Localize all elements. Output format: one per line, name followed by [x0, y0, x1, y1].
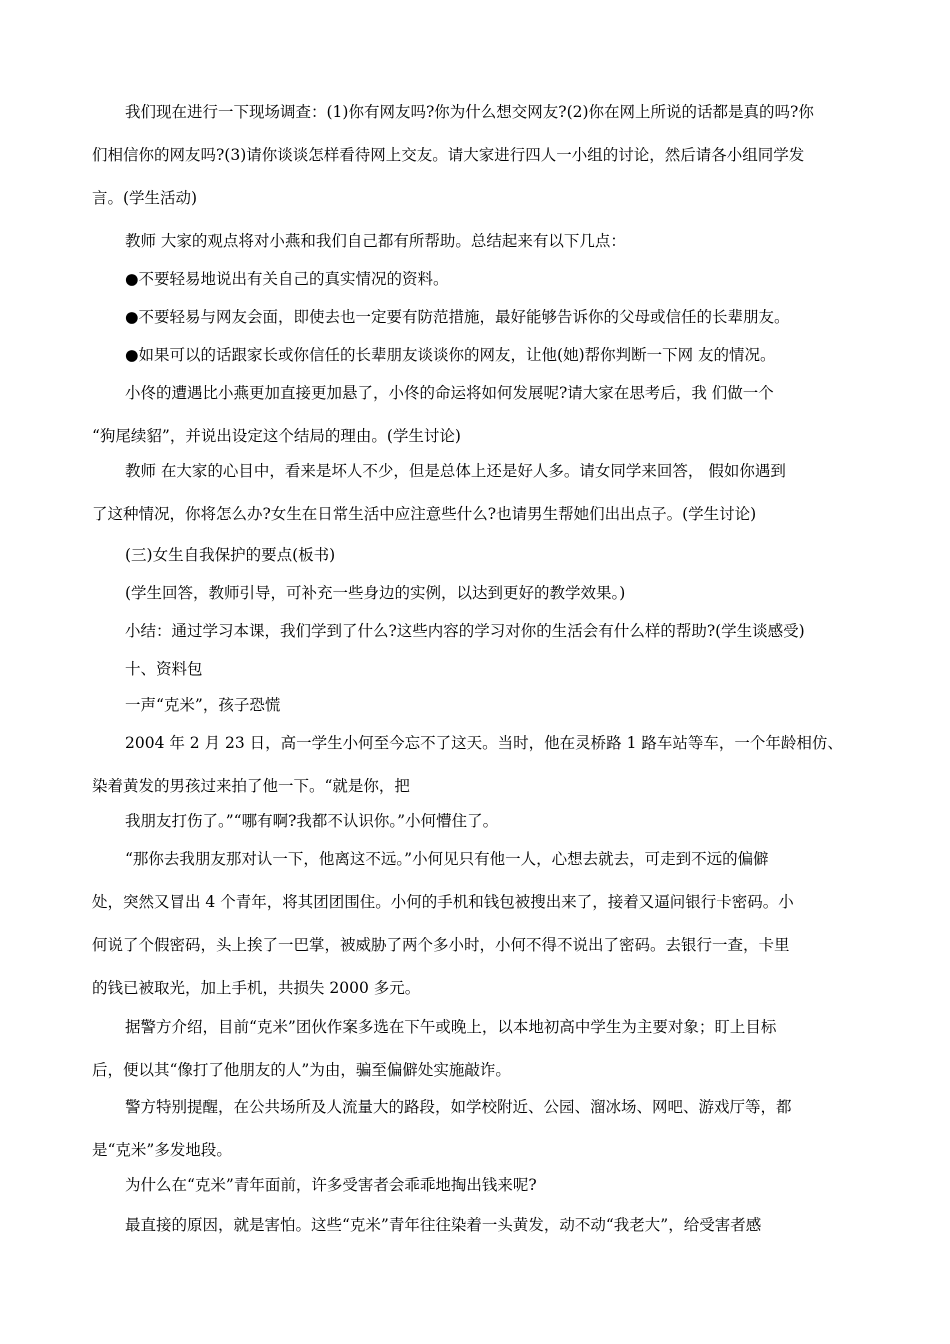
bullet-item [92, 267, 864, 291]
text-line: 我朋友打伤了。”“哪有啊?我都不认识你。”小何懵住了。 [125, 812, 499, 830]
text-line: ●如果可以的话跟家长或你信任的长辈朋友谈谈你的网友，让他(她)帮你判断一下网 友的情况。 [125, 346, 776, 364]
text-line: 2004 年 2 月 23 日，高一学生小何至今忘不了这天。当时，他在灵桥路 1 路车站等车，一个年龄相仿、 [125, 734, 843, 752]
text-line: 我们现在进行一下现场调查：(1)你有网友吗?你为什么想交网友?(2)你在网上所说的话都是真的吗?你 [125, 103, 814, 121]
text-line: (学生回答，教师引导，可补充一些身边的实例，以达到更好的教学效果。) [125, 584, 626, 602]
text-line: 十、资料包 [125, 660, 203, 678]
paragraph-story-detail [92, 847, 864, 1000]
text-line: 是“克米”多发地段。 [92, 1141, 232, 1159]
paragraph-teacher-summary [92, 229, 864, 253]
text-line: 据警方介绍，目前“克米”团伙作案多选在下午或晚上，以本地初高中学生为主要对象；盯上目标 [125, 1018, 777, 1036]
text-line: 了这种情况，你将怎么办?女生在日常生活中应注意些什么?也请男生帮她们出出点子。(学生讨论) [92, 505, 757, 523]
paragraph-note [92, 581, 864, 605]
paragraph-story-start [92, 731, 864, 798]
article-title [92, 693, 864, 717]
text-line: “狗尾续貂”，并说出设定这个结局的理由。(学生讨论) [92, 427, 461, 445]
paragraph-police-intro [92, 1015, 864, 1082]
text-line: 后，便以其“像打了他朋友的人”为由，骗至偏僻处实施敲诈。 [92, 1061, 511, 1079]
text-line: 一声“克米”，孩子恐慌 [125, 696, 281, 714]
text-line: 言。(学生活动) [92, 189, 198, 207]
text-line: 处，突然又冒出 4 个青年，将其团团围住。小何的手机和钱包被搜出来了，接着又逼问银行卡密码。小 [92, 893, 794, 911]
text-line: “那你去我朋友那对认一下，他离这不远。”小何见只有他一人，心想去就去，可走到不远的偏僻 [125, 850, 769, 868]
section-heading [92, 657, 864, 681]
text-line: 何说了个假密码，头上挨了一巴掌，被威胁了两个多小时，小何不得不说出了密码。去银行一查，卡里 [92, 936, 790, 954]
text-line: 为什么在“克米”青年面前，许多受害者会乖乖地掏出钱来呢? [125, 1176, 537, 1194]
bullet-item [92, 305, 864, 329]
paragraph-teacher-question [92, 459, 864, 526]
text-line: 们相信你的网友吗?(3)请你谈谈怎样看待网上交友。请大家进行四人一小组的讨论，然后请各小组同学发 [92, 146, 805, 164]
text-line: 教师 在大家的心目中，看来是坏人不少，但是总体上还是好人多。请女同学来回答， 假如你遇到 [125, 462, 786, 480]
paragraph-dialogue [92, 809, 864, 833]
text-line: 小结：通过学习本课，我们学到了什么?这些内容的学习对你的生活会有什么样的帮助?(学生谈感受) [125, 622, 805, 640]
paragraph-xiaotong [92, 381, 864, 448]
text-line: 小佟的遭遇比小燕更加直接更加悬了，小佟的命运将如何发展呢?请大家在思考后，我 们做一个 [125, 384, 774, 402]
text-line: 的钱已被取光，加上手机，共损失 2000 多元。 [92, 979, 421, 997]
paragraph-police-warning [92, 1095, 864, 1162]
paragraph-summary [92, 619, 864, 643]
text-line: 最直接的原因，就是害怕。这些“克米”青年往往染着一头黄发，动不动“我老大”，给受害者感 [125, 1216, 762, 1234]
section-heading [92, 543, 864, 567]
text-line: 染着黄发的男孩过来拍了他一下。“就是你，把 [92, 777, 410, 795]
paragraph-survey [92, 100, 864, 210]
text-line: (三)女生自我保护的要点(板书) [125, 546, 336, 564]
text-line: 教师 大家的观点将对小燕和我们自己都有所帮助。总结起来有以下几点： [125, 232, 626, 250]
text-line: ●不要轻易与网友会面，即使去也一定要有防范措施，最好能够告诉你的父母或信任的长辈朋友。 [125, 308, 790, 326]
paragraph-question [92, 1173, 864, 1197]
text-line: 警方特别提醒，在公共场所及人流量大的路段，如学校附近、公园、溜冰场、网吧、游戏厅等，都 [125, 1098, 792, 1116]
paragraph-reason [92, 1213, 864, 1237]
bullet-item [92, 343, 864, 367]
text-line: ●不要轻易地说出有关自己的真实情况的资料。 [125, 270, 449, 288]
